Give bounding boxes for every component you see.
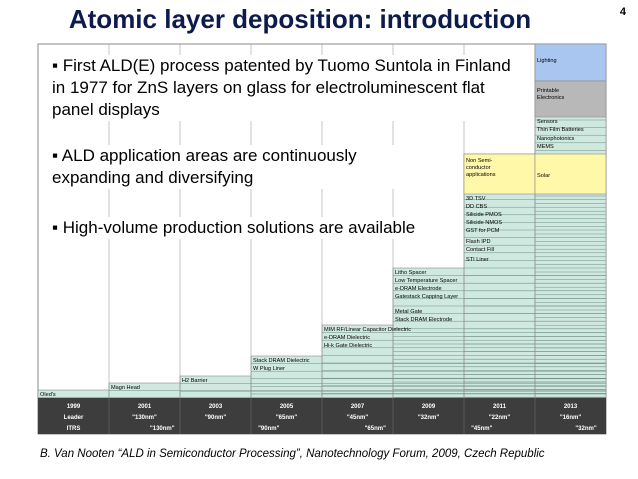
app-label-solar: Solar (537, 173, 551, 179)
app-label-low-temperature-spacer: Low Temperature Spacer (395, 278, 458, 284)
leader-value: "16nm" (559, 415, 582, 421)
bullet-3: ▪ High-volume production solutions are available (52, 217, 422, 239)
app-label-flash-ipd: Flash IPD (466, 239, 491, 245)
app-label-hi-k-gate-dielectric: Hi-k Gate Dielectric (324, 343, 373, 349)
app-label-mems: MEMS (537, 144, 554, 150)
app-label-dd-cbs: DD CBS (466, 204, 488, 210)
app-label-gst-for-pcm: GST for PCM (466, 228, 500, 234)
year-label-1999: 1999 (66, 404, 81, 410)
year-label-2001: 2001 (137, 404, 152, 410)
app-label-oled-s: Oled's (40, 392, 56, 398)
app-label-gatestack-capping-layer: Gatestack Capping Layer (395, 294, 459, 300)
app-label-sensors: Sensors (537, 119, 558, 125)
leader-row-label: Leader (63, 415, 84, 421)
app-label-non-semi-conductor-applications: Non Semi-conductor applications (466, 158, 496, 178)
itrs-row-label: ITRS (66, 426, 81, 432)
app-label-lighting: Lighting (537, 58, 557, 64)
app-label-sti-liner: STI Liner (466, 257, 489, 263)
itrs-value: "32nm" (575, 426, 597, 432)
leader-value: "130nm" (132, 415, 157, 421)
year-label-2011: 2011 (492, 404, 507, 410)
year-label-2013: 2013 (563, 404, 578, 410)
app-label-litho-spacer: Litho Spacer (395, 270, 427, 276)
itrs-value: "90nm" (258, 426, 280, 432)
app-label-w-plug-liner: W Plug Liner (253, 366, 286, 372)
leader-value: "22nm" (488, 415, 511, 421)
year-label-2007: 2007 (350, 404, 365, 410)
app-label-silicide-pmos: Silicide PMOS (466, 212, 502, 218)
itrs-value: "45nm" (471, 426, 493, 432)
year-label-2003: 2003 (208, 404, 223, 410)
app-label-thin-film-batteries: Thin Film Batteries (537, 127, 584, 133)
app-label-stack-dram-electrode: Stack DRAM Electrode (395, 317, 453, 323)
slide-title: Atomic layer deposition: introduction (68, 4, 532, 34)
app-label-contact-fill: Contact Fill (466, 247, 494, 253)
app-label-printable-electronics: Printable Electronics (537, 88, 565, 101)
app-label-e-dram-dielectric: e-DRAM Dielectric (324, 335, 370, 341)
leader-value: "90nm" (204, 415, 227, 421)
app-label-magn-head: Magn Head (111, 385, 140, 391)
app-label-silicide-nmos: Silicide NMOS (466, 220, 503, 226)
leader-value: "45nm" (346, 415, 369, 421)
itrs-value: "130nm" (149, 426, 175, 432)
citation: B. Van Nooten “ALD in Semiconductor Processing”, Nanotechnology Forum, 2009, Czech Republic (40, 448, 545, 460)
leader-value: "65nm" (275, 415, 298, 421)
year-label-2005: 2005 (279, 404, 294, 410)
app-label-nanophotonics: Nanophotonics (537, 136, 575, 142)
slide-number: 4 (619, 6, 626, 18)
app-label-mim-rf-linear-capacitor-dielectric: MIM RF/Linear Capacitor Dielectric (324, 327, 412, 333)
app-label-stack-dram-dielectric: Stack DRAM Dielectric (253, 358, 310, 364)
bullet-2: ▪ ALD application areas are continuously expanding and diversifying (52, 145, 422, 189)
app-label-h2-barrier: H2 Barrier (182, 378, 208, 384)
app-label-3d-tsv: 3D TSV (466, 196, 486, 202)
itrs-value: "65nm" (364, 426, 386, 432)
leader-value: "32nm" (417, 415, 440, 421)
app-label-metal-gate: Metal Gate (395, 309, 423, 315)
app-label-e-dram-electrode: e-DRAM Electrode (395, 286, 442, 292)
bullet-1: ▪ First ALD(E) process patented by Tuomo Suntola in Finland in 1977 for ZnS layers on glass for electroluminescent flat panel displays (52, 55, 522, 121)
year-label-2009: 2009 (421, 404, 436, 410)
